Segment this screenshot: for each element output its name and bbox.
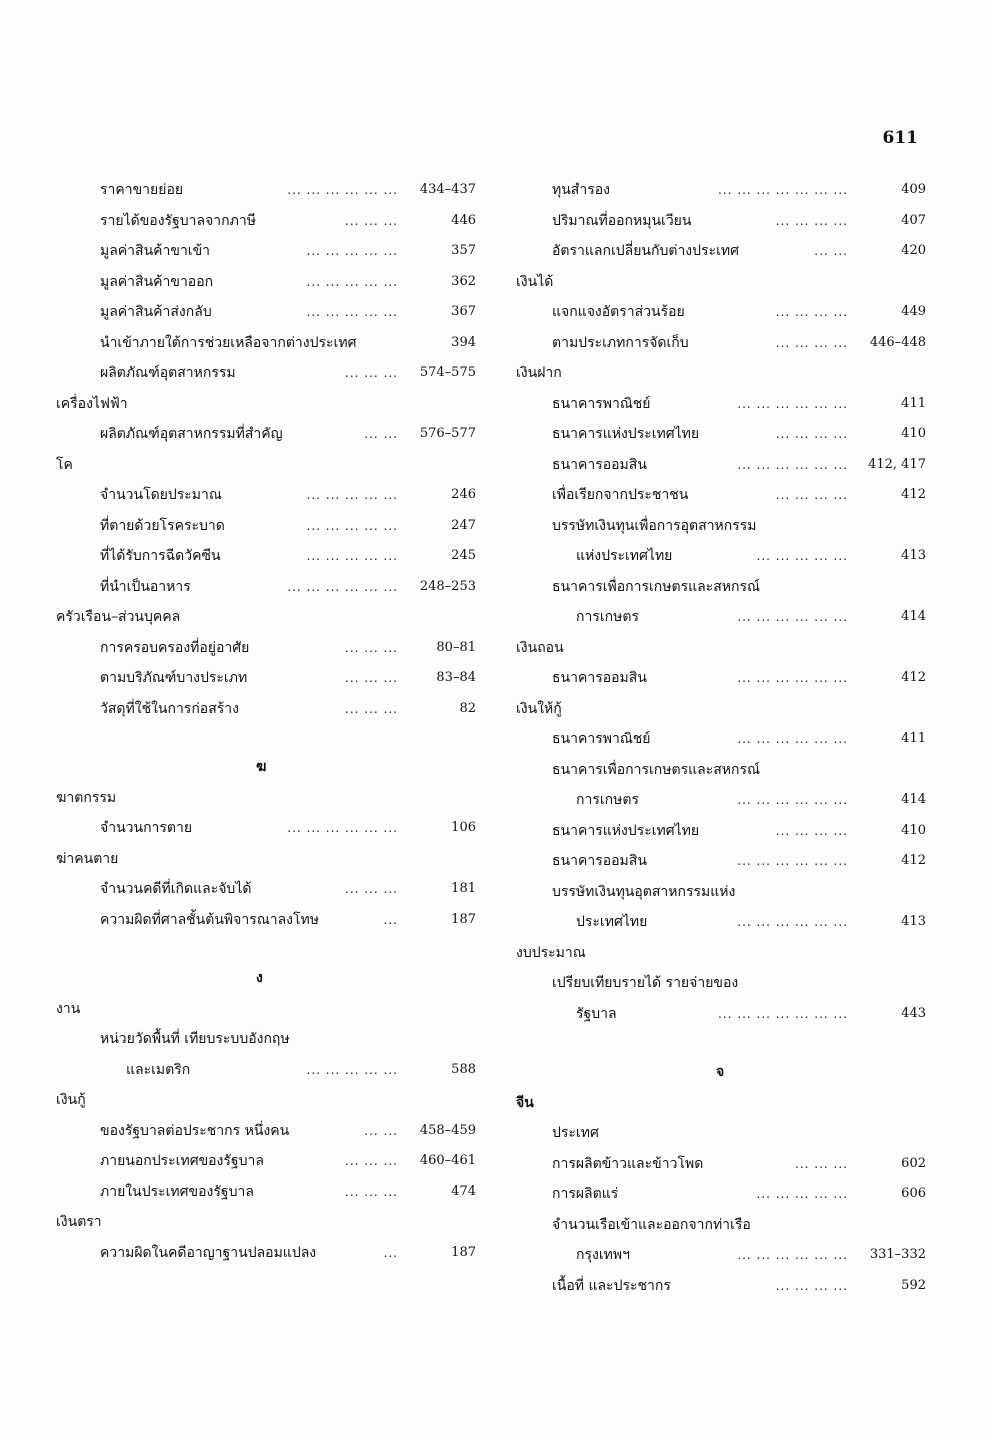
index-entry — [56, 480, 476, 511]
leader-dots: ... ... ... — [345, 366, 398, 380]
page-reference: 592 — [901, 1277, 926, 1293]
leader-dots: ... — [383, 1245, 398, 1260]
leader-dots: ... ... ... ... ... — [306, 244, 398, 258]
index-entry-text: เนื้อที่ และประชากร — [552, 1277, 671, 1294]
leader-dots: ... ... ... — [795, 1156, 848, 1171]
leader-dots: ... ... ... ... — [775, 213, 848, 228]
index-entry — [516, 846, 926, 877]
page-reference: 606 — [901, 1186, 926, 1201]
page-reference: 412 — [901, 670, 926, 685]
index-entry — [56, 1116, 476, 1147]
leader-dots: ... ... ... ... ... ... — [287, 821, 398, 835]
index-entry — [56, 206, 476, 237]
leader-dots: ... ... ... — [345, 1184, 398, 1199]
index-entry — [516, 175, 926, 206]
index-entry — [516, 968, 926, 999]
index-entry — [56, 328, 476, 359]
index-heading-text: งบประมาณ — [516, 944, 586, 961]
index-entry-text: วัสดุที่ใช้ในการก่อสร้าง — [100, 700, 239, 717]
index-entry — [516, 1118, 926, 1149]
leader-dots: ... ... ... ... ... ... ... — [718, 183, 848, 197]
leader-dots: ... ... ... ... — [775, 823, 848, 838]
page-reference: 246 — [451, 487, 476, 502]
index-heading — [56, 994, 476, 1025]
index-heading — [56, 783, 476, 814]
index-heading — [56, 1085, 476, 1116]
index-entry-text: มูลค่าสินค้าขาออก — [100, 273, 214, 290]
page-reference: 362 — [451, 273, 476, 289]
leader-dots: ... ... — [814, 244, 848, 258]
index-entry-text: เพื่อเรียกจากประชาชน — [552, 487, 689, 503]
index-entry-text: ปริมาณที่ออกหมุนเวียน — [552, 212, 692, 229]
leader-dots: ... ... ... — [345, 640, 398, 655]
page-reference: 446 — [451, 212, 476, 228]
leader-dots: ... ... — [364, 1123, 398, 1138]
index-entry — [516, 907, 926, 938]
index-heading-text: เงินให้กู้ — [516, 700, 562, 717]
index-entry — [516, 572, 926, 603]
leader-dots: ... ... ... ... ... ... — [287, 183, 398, 197]
index-heading — [56, 602, 476, 633]
index-entry — [516, 724, 926, 755]
spacer — [516, 1029, 926, 1057]
index-entry — [516, 541, 926, 572]
section-letter-text: จ — [716, 1064, 725, 1080]
index-heading — [516, 938, 926, 969]
index-entry-text: มูลค่าสินค้าขาเข้า — [100, 243, 211, 259]
index-entry — [516, 663, 926, 694]
index-entry-text: ธนาคารออมสิน — [552, 853, 647, 869]
index-entry — [516, 1271, 926, 1302]
spacer — [56, 724, 476, 752]
index-entry-text: บรรษัทเงินทุนเพื่อการอุตสาหกรรม — [552, 517, 757, 534]
index-entry — [516, 389, 926, 420]
page-reference: 449 — [901, 304, 926, 319]
index-entry — [516, 297, 926, 328]
index-entry — [516, 1240, 926, 1271]
index-entry-text: ธนาคารแห่งประเทศไทย — [552, 426, 700, 442]
index-entry-text: เปรียบเทียบรายได้ รายจ่ายของ — [552, 975, 739, 991]
index-heading-text: ฆ่าคนตาย — [56, 850, 119, 867]
index-entry — [56, 1238, 476, 1269]
index-entry-text: ความผิดในคดีอาญาฐานปลอมแปลง — [100, 1244, 317, 1261]
index-entry-text: มูลค่าสินค้าส่งกลับ — [100, 304, 212, 320]
leader-dots: ... ... ... ... — [775, 335, 848, 350]
index-heading-text: งาน — [56, 1000, 81, 1017]
index-entry-text: จำนวนคดีที่เกิดและจับได้ — [100, 881, 252, 897]
index-entry-text: การครอบครองที่อยู่อาศัย — [100, 639, 250, 656]
page-reference: 394 — [451, 334, 476, 350]
leader-dots: ... ... ... ... — [775, 488, 848, 502]
page-reference: 446–448 — [869, 334, 926, 350]
page-reference: 357 — [451, 243, 476, 258]
index-entry — [516, 450, 926, 481]
leader-dots: ... ... ... ... ... ... ... — [718, 1006, 848, 1021]
leader-dots: ... ... ... ... ... — [306, 305, 398, 319]
page-reference: 576–577 — [419, 426, 476, 441]
leader-dots: ... ... ... ... ... ... — [737, 1248, 848, 1262]
index-entry-text: ความผิดที่ศาลชั้นต้นพิจารณาลงโทษ — [100, 911, 319, 928]
page-reference: 247 — [451, 517, 476, 533]
leader-dots: ... — [383, 912, 398, 927]
page-reference: 412 — [901, 853, 926, 868]
index-entry-text: แจกแจงอัตราส่วนร้อย — [552, 304, 685, 320]
index-entry — [516, 999, 926, 1030]
page-reference: 410 — [901, 822, 926, 838]
index-entry — [516, 419, 926, 450]
leader-dots: ... ... ... ... ... ... — [737, 457, 848, 472]
index-entry — [516, 602, 926, 633]
leader-dots: ... ... — [364, 427, 398, 441]
leader-dots: ... ... ... ... — [775, 1278, 848, 1293]
index-entry-text: ของรัฐบาลต่อประชากร หนึ่งคน — [100, 1122, 290, 1139]
page-reference: 434–437 — [419, 182, 476, 197]
index-entry-text: จำนวนโดยประมาณ — [100, 487, 222, 503]
index-entry-text: การเกษตร — [576, 609, 639, 625]
index-heading-text: เงินถอน — [516, 639, 564, 656]
leader-dots: ... ... ... ... ... ... — [737, 854, 848, 868]
index-entry — [56, 905, 476, 936]
leader-dots: ... ... ... ... ... — [306, 1062, 398, 1077]
index-heading — [56, 844, 476, 875]
index-entry — [56, 813, 476, 844]
index-entry-text: บรรษัทเงินทุนอุตสาหกรรมแห่ง — [552, 883, 736, 900]
leader-dots: ... ... ... ... ... ... — [737, 671, 848, 685]
index-entry — [516, 816, 926, 847]
page-number: 611 — [882, 128, 918, 148]
page-reference: 458–459 — [419, 1122, 476, 1138]
page-reference: 187 — [451, 911, 476, 927]
index-entry-text: ภายนอกประเทศของรัฐบาล — [100, 1153, 264, 1169]
index-entry-text: ธนาคารเพื่อการเกษตรและสหกรณ์ — [552, 761, 760, 778]
index-entry-text: จำนวนการตาย — [100, 820, 193, 836]
index-entry — [56, 1146, 476, 1177]
index-entry-text: ธนาคารออมสิน — [552, 670, 647, 686]
page-reference: 410 — [901, 426, 926, 441]
page-reference: 414 — [901, 609, 926, 624]
page-reference: 411 — [901, 731, 926, 746]
index-heading-text: เงินได้ — [516, 273, 554, 290]
index-entry — [56, 572, 476, 603]
page-reference: 413 — [901, 914, 926, 929]
leader-dots: ... ... ... — [345, 213, 398, 228]
page-reference: 83–84 — [436, 670, 476, 685]
leader-dots: ... ... ... ... ... ... — [737, 396, 848, 411]
index-entry — [516, 785, 926, 816]
section-letter — [56, 963, 476, 994]
index-entry-text: กรุงเทพฯ — [576, 1247, 630, 1263]
page-reference: 407 — [901, 212, 926, 228]
index-entry — [56, 1177, 476, 1208]
page-reference: 80–81 — [436, 639, 476, 655]
page-reference: 106 — [451, 820, 476, 835]
index-entry — [516, 328, 926, 359]
page-reference: 411 — [901, 395, 926, 411]
index-entry-text: ประเทศ — [552, 1125, 599, 1141]
index-entry-text: ตามบริภัณฑ์บางประเภท — [100, 670, 248, 686]
page-reference: 412, 417 — [868, 456, 926, 472]
index-entry-text: รัฐบาล — [576, 1005, 617, 1022]
leader-dots: ... ... ... ... ... — [756, 1187, 848, 1201]
index-entry-text: ผลิตภัณฑ์อุตสาหกรรม — [100, 365, 236, 381]
leader-dots: ... ... ... ... ... ... — [287, 579, 398, 594]
index-entry-text: นำเข้าภายใต้การช่วยเหลือจากต่างประเทศ — [100, 334, 357, 351]
index-entry — [516, 755, 926, 786]
index-entry — [56, 511, 476, 542]
page-reference: 367 — [451, 304, 476, 319]
index-entry — [516, 1210, 926, 1241]
index-entry — [56, 633, 476, 664]
index-heading-text: ฆาตกรรม — [56, 789, 117, 806]
index-heading — [56, 389, 476, 420]
page-reference: 248–253 — [419, 578, 476, 594]
index-entry-text: รายได้ของรัฐบาลจากภาษี — [100, 212, 256, 229]
page-reference: 574–575 — [419, 365, 476, 380]
index-heading — [516, 694, 926, 725]
index-entry — [56, 663, 476, 694]
index-entry-text: ธนาคารพาณิชย์ — [552, 395, 651, 412]
page-reference: 187 — [451, 1244, 476, 1260]
index-entry-text: อัตราแลกเปลี่ยนกับต่างประเทศ — [552, 243, 739, 259]
leader-dots: ... ... ... ... ... — [306, 274, 398, 289]
leader-dots: ... ... ... ... ... — [756, 549, 848, 563]
index-entry-text: ภายในประเทศของรัฐบาล — [100, 1183, 254, 1200]
index-heading-text: เครื่องไฟฟ้า — [56, 395, 128, 412]
index-entry-text: ตามประเภทการจัดเก็บ — [552, 334, 689, 351]
leader-dots: ... ... ... ... ... ... — [737, 915, 848, 929]
index-entry-text: ที่ได้รับการฉีดวัคซีน — [100, 548, 221, 564]
index-entry-text: การผลิตแร่ — [552, 1186, 619, 1202]
index-entry-text: และเมตริก — [126, 1061, 191, 1078]
leader-dots: ... ... ... ... — [775, 305, 848, 319]
index-entry — [516, 206, 926, 237]
index-entry-text: ที่นำเป็นอาหาร — [100, 578, 191, 595]
index-entry — [56, 358, 476, 389]
index-entry-text: ธนาคารออมสิน — [552, 456, 647, 473]
section-letter-text: ฆ — [256, 759, 267, 775]
index-entry-text: ประเทศไทย — [576, 914, 648, 930]
index-entry — [56, 419, 476, 450]
index-entry-text: การเกษตร — [576, 792, 639, 808]
index-entry — [56, 1024, 476, 1055]
index-heading-text: เงินกู้ — [56, 1092, 86, 1108]
leader-dots: ... ... ... ... ... — [306, 518, 398, 533]
page-reference: 460–461 — [419, 1153, 476, 1168]
leader-dots: ... ... ... — [345, 1154, 398, 1168]
page-reference: 588 — [451, 1061, 476, 1077]
page-reference: 443 — [901, 1005, 926, 1021]
index-column-right — [516, 175, 926, 1301]
index-entry-text: ธนาคารเพื่อการเกษตรและสหกรณ์ — [552, 578, 760, 595]
page-reference: 414 — [901, 792, 926, 807]
index-entry — [516, 480, 926, 511]
spacer — [56, 935, 476, 963]
index-heading — [516, 358, 926, 389]
index-entry — [56, 541, 476, 572]
index-entry — [56, 297, 476, 328]
leader-dots: ... ... ... — [345, 701, 398, 716]
section-letter — [56, 752, 476, 783]
page-reference: 409 — [901, 182, 926, 197]
index-entry — [56, 694, 476, 725]
index-entry-text: การผลิตข้าวและข้าวโพด — [552, 1155, 704, 1172]
index-entry — [516, 236, 926, 267]
index-entry-text: ทุนสำรอง — [552, 182, 610, 198]
index-heading — [516, 267, 926, 298]
index-entry-text: หน่วยวัดพื้นที่ เทียบระบบอังกฤษ — [100, 1031, 290, 1047]
page-reference: 413 — [901, 548, 926, 563]
index-entry — [56, 267, 476, 298]
index-column-left — [56, 175, 476, 1268]
index-entry — [56, 874, 476, 905]
page-reference: 181 — [451, 881, 476, 896]
index-entry-text: ผลิตภัณฑ์อุตสาหกรรมที่สำคัญ — [100, 426, 283, 442]
leader-dots: ... ... ... ... — [775, 427, 848, 441]
leader-dots: ... ... ... ... ... — [306, 549, 398, 563]
page-reference: 82 — [459, 700, 476, 716]
leader-dots: ... ... ... ... ... ... — [737, 610, 848, 624]
index-entry-text: ที่ตายด้วยโรคระบาด — [100, 517, 225, 534]
index-entry — [516, 1149, 926, 1180]
index-entry — [56, 175, 476, 206]
index-heading-text: โค — [56, 456, 73, 473]
index-entry-text: แห่งประเทศไทย — [576, 548, 673, 564]
page-reference: 412 — [901, 487, 926, 502]
section-letter — [516, 1057, 926, 1088]
index-heading-text: เงินตรา — [56, 1214, 102, 1230]
index-entry — [516, 877, 926, 908]
page-reference: 331–332 — [869, 1247, 926, 1262]
index-heading — [516, 1088, 926, 1119]
index-entry-text: ธนาคารแห่งประเทศไทย — [552, 822, 700, 839]
index-heading — [56, 1207, 476, 1238]
index-entry — [56, 236, 476, 267]
index-entry-text: ราคาขายย่อย — [100, 182, 184, 198]
index-heading-text: เงินฝาก — [516, 365, 562, 381]
index-entry — [516, 1179, 926, 1210]
index-heading-text: จีน — [516, 1094, 534, 1111]
page-reference: 602 — [901, 1155, 926, 1171]
index-heading — [516, 633, 926, 664]
leader-dots: ... ... ... — [345, 882, 398, 896]
index-heading-text: ครัวเรือน–ส่วนบุคคล — [56, 609, 181, 625]
leader-dots: ... ... ... ... ... ... — [737, 732, 848, 746]
section-letter-text: ง — [256, 970, 263, 986]
page-reference: 245 — [451, 548, 476, 563]
leader-dots: ... ... ... ... ... ... — [737, 793, 848, 807]
page-reference: 474 — [451, 1183, 476, 1199]
leader-dots: ... ... ... — [345, 671, 398, 685]
index-entry — [516, 511, 926, 542]
page-reference: 420 — [901, 243, 926, 258]
index-entry-text: จำนวนเรือเข้าและออกจากท่าเรือ — [552, 1216, 751, 1233]
leader-dots: ... ... ... ... ... — [306, 488, 398, 502]
index-entry-text: ธนาคารพาณิชย์ — [552, 731, 651, 747]
index-heading — [56, 450, 476, 481]
index-entry — [56, 1055, 476, 1086]
